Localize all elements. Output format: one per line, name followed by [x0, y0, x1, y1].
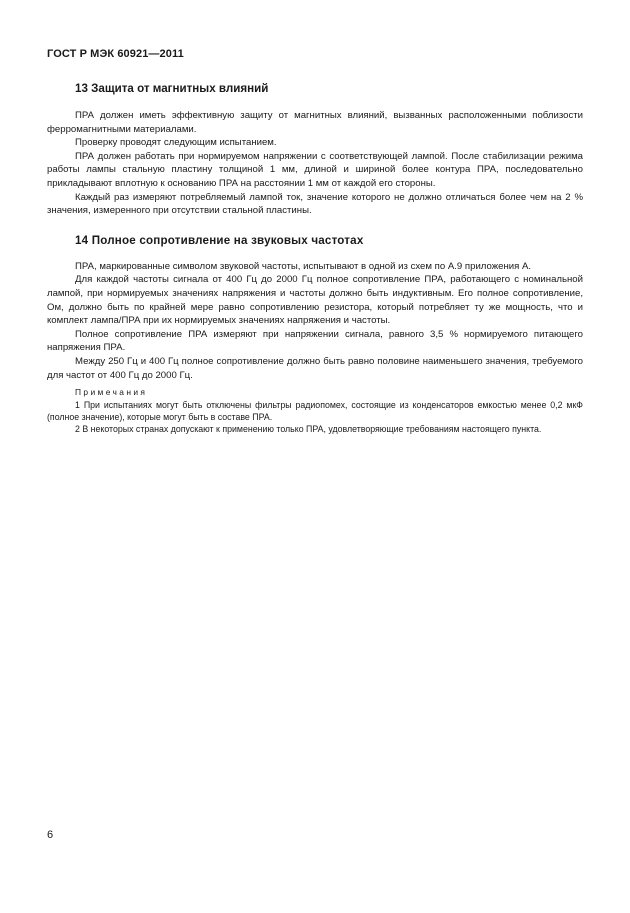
page-number: 6: [47, 829, 54, 841]
notes-block: [47, 386, 583, 436]
paragraph: Проверку проводят следующим испытанием.: [75, 137, 277, 149]
document-body: [47, 82, 583, 436]
paragraph: ПРА, маркированные символом звуковой частоты, испытывают в одной из схем по А.9 приложения А.: [75, 260, 532, 272]
paragraph: Полное сопротивление ПРА измеряют при напряжении сигнала, равного 3,5 % нормируемого питающего напряжения ПРА.: [47, 328, 583, 354]
note-item: 1 При испытаниях могут быть отключены фильтры радиопомех, состоящие из конденсаторов емкостью менее 0,2 мкФ (полное значение), которые могут быть в составе ПРА.: [47, 399, 583, 422]
paragraph: Для каждой частоты сигнала от 400 Гц до 2000 Гц полное сопротивление ПРА, работающего с номинальной лампой, при нормируемых значениях напряжения и частоты должно быть индуктивным. Его полное сопротивление, Ом, должно быть по крайней мере равно сопротивлению резистора, который потребляет ту же мощность, что и комплект лампа/ПРА при их нормируемых значениях напряжения и частоты.: [47, 274, 583, 327]
section-14: [47, 234, 583, 436]
section-heading: 13 Защита от магнитных влияний: [75, 82, 269, 95]
paragraph: ПРА должен иметь эффективную защиту от магнитных влияний, вызванных расположенными поблизости ферромагнитными материалами.: [47, 110, 583, 135]
notes-title: Примечания: [75, 387, 148, 398]
document-header: ГОСТ Р МЭК 60921—2011: [47, 48, 184, 60]
note-item: 2 В некоторых странах допускают к применению только ПРА, удовлетворяющие требованиям настоящего пункта.: [75, 424, 542, 435]
paragraph: ПРА должен работать при нормируемом напряжении с соответствующей лампой. После стабилизации режима работы лампы стальную пластину толщиной 1 мм, длиной и шириной более контура ПРА, последовательно прикладывают вплотную к основанию ПРА на расстоянии 1 мм от каждой его стороны.: [47, 150, 583, 189]
paragraph: Между 250 Гц и 400 Гц полное сопротивление должно быть равно половине наименьшего значения, требуемого для частот от 400 Гц до 2000 Гц.: [47, 355, 583, 381]
paragraph: Каждый раз измеряют потребляемый лампой ток, значение которого не должно отличаться более чем на 2 % значения, измеренного при отсутствии стальной пластины.: [47, 191, 583, 217]
section-heading: 14 Полное сопротивление на звуковых частотах: [75, 233, 364, 247]
section-13: [47, 82, 583, 218]
